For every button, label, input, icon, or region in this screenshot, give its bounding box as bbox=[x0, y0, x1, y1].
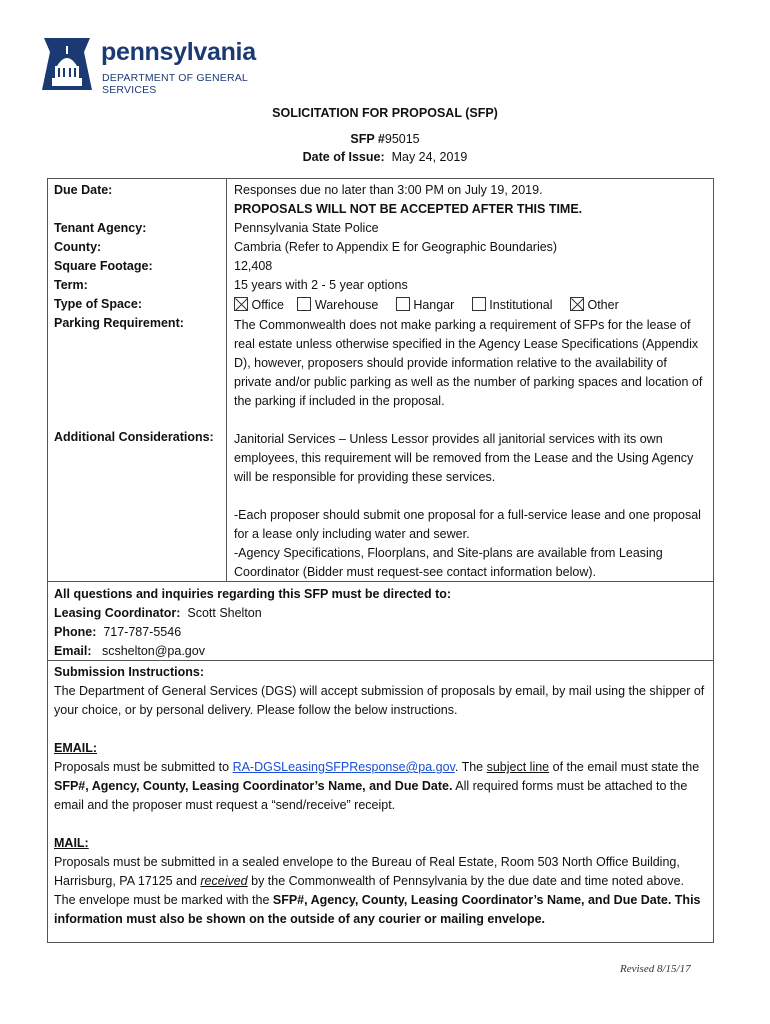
logo-name: pennsylvania bbox=[101, 38, 256, 66]
term-value: 15 years with 2 - 5 year options bbox=[234, 278, 408, 292]
submission-email-link[interactable]: RA-DGSLeasingSFPResponse@pa.gov bbox=[232, 760, 455, 774]
issue-date-label: Date of Issue: bbox=[302, 150, 385, 164]
county-label: County: bbox=[54, 240, 102, 254]
sfp-label: SFP # bbox=[350, 132, 385, 146]
phone-number: 717-787-5546 bbox=[103, 625, 182, 639]
contact-heading: All questions and inquiries regarding this SFP must be directed to: bbox=[54, 587, 452, 601]
divider-contact bbox=[48, 581, 713, 582]
submission-intro: The Department of General Services (DGS) will accept submission of proposals by email, by mail using the shipper of your choice, or by personal delivery. Please follow the below instructions. bbox=[54, 684, 705, 717]
additional-considerations-label: Additional Considerations: bbox=[54, 430, 214, 444]
issue-date-line bbox=[0, 150, 770, 164]
submission-heading: Submission Instructions: bbox=[54, 665, 205, 679]
revision-note: Revised 8/15/17 bbox=[620, 963, 691, 975]
logo-department: DEPARTMENT OF GENERAL SERVICES bbox=[102, 72, 248, 96]
agency-specifications-note: -Agency Specifications, Floorplans, and Site-plans are available from Leasing Coordinator (Bidder must request-see contact information below). bbox=[234, 546, 663, 579]
other-checkbox[interactable] bbox=[570, 297, 584, 311]
space-type-options bbox=[234, 297, 623, 312]
pa-logo bbox=[38, 34, 298, 94]
full-service-note: -Each proposer should submit one proposal for a full-service lease and one proposal for a lease only including water and sewer. bbox=[234, 508, 701, 541]
leasing-coordinator-name: Scott Shelton bbox=[187, 606, 262, 620]
column-divider bbox=[226, 179, 227, 581]
sfp-number-line bbox=[0, 132, 770, 146]
phone-line: Phone: 717-787-5546 bbox=[54, 625, 182, 639]
leasing-coordinator-line: Leasing Coordinator: Scott Shelton bbox=[54, 606, 262, 620]
contact-email[interactable]: scshelton@pa.gov bbox=[101, 644, 205, 658]
email-instructions: Proposals must be submitted to RA-DGSLeasingSFPResponse@pa.gov. The subject line of the email must state the SFP#, Agency, County, Leasing Coordinator’s Name, and Due Date. All required forms must be attached to the email and the proposer must request a “send/receive” receipt. bbox=[54, 760, 700, 812]
due-date-value: Responses due no later than 3:00 PM on July 19, 2019. bbox=[234, 183, 543, 197]
office-label: Office bbox=[251, 298, 284, 312]
warehouse-label: Warehouse bbox=[314, 298, 379, 312]
institutional-label: Institutional bbox=[489, 298, 553, 312]
mail-heading: MAIL: bbox=[54, 836, 89, 850]
keystone-capitol-icon bbox=[38, 34, 96, 92]
office-checkbox[interactable] bbox=[234, 297, 248, 311]
term-label: Term: bbox=[54, 278, 88, 292]
warehouse-checkbox[interactable] bbox=[297, 297, 311, 311]
sfp-number: 95015 bbox=[384, 132, 420, 146]
due-date-label: Due Date: bbox=[54, 183, 113, 197]
email-line: Email: scshelton@pa.gov bbox=[54, 644, 205, 658]
tenant-agency-value: Pennsylvania State Police bbox=[234, 221, 379, 235]
hangar-checkbox[interactable] bbox=[396, 297, 410, 311]
tenant-agency-label: Tenant Agency: bbox=[54, 221, 147, 235]
hangar-label: Hangar bbox=[413, 298, 455, 312]
sfp-details-table bbox=[47, 178, 714, 943]
parking-requirement-label: Parking Requirement: bbox=[54, 316, 184, 330]
county-value: Cambria (Refer to Appendix E for Geographic Boundaries) bbox=[234, 240, 558, 254]
square-footage-label: Square Footage: bbox=[54, 259, 153, 273]
square-footage-value: 12,408 bbox=[234, 259, 273, 273]
institutional-checkbox[interactable] bbox=[472, 297, 486, 311]
janitorial-services-text: Janitorial Services – Unless Lessor provides all janitorial services with its own employees, this requirement will be removed from the Lease and the Using Agency will be responsible for providing these services. bbox=[234, 432, 694, 484]
divider-submission bbox=[48, 660, 713, 661]
other-label: Other bbox=[587, 298, 619, 312]
document-title: SOLICITATION FOR PROPOSAL (SFP) bbox=[272, 106, 498, 120]
issue-date-value: May 24, 2019 bbox=[391, 150, 468, 164]
parking-requirement-value: The Commonwealth does not make parking a requirement of SFPs for the lease of real estate unless otherwise specified in the Agency Lease Specifications (Appendix D), however, proposers should provide information relative to the availability of private and/or public parking as well as the number of parking spaces and location of the parking if included in the proposal. bbox=[234, 318, 703, 408]
email-heading: EMAIL: bbox=[54, 741, 98, 755]
due-date-warning: PROPOSALS WILL NOT BE ACCEPTED AFTER THIS TIME. bbox=[234, 202, 583, 216]
type-of-space-label: Type of Space: bbox=[54, 297, 142, 311]
mail-instructions: Proposals must be submitted in a sealed envelope to the Bureau of Real Estate, Room 503 North Office Building, Harrisburg, PA 17125 and received by the Commonwealth of Pennsylvania by the due date and time noted above. The envelope must be marked with the SFP#, Agency, County, Leasing Coordinator’s Name, and Due Date. This information must also be shown on the outside of any courier or mailing envelope. bbox=[54, 855, 701, 926]
